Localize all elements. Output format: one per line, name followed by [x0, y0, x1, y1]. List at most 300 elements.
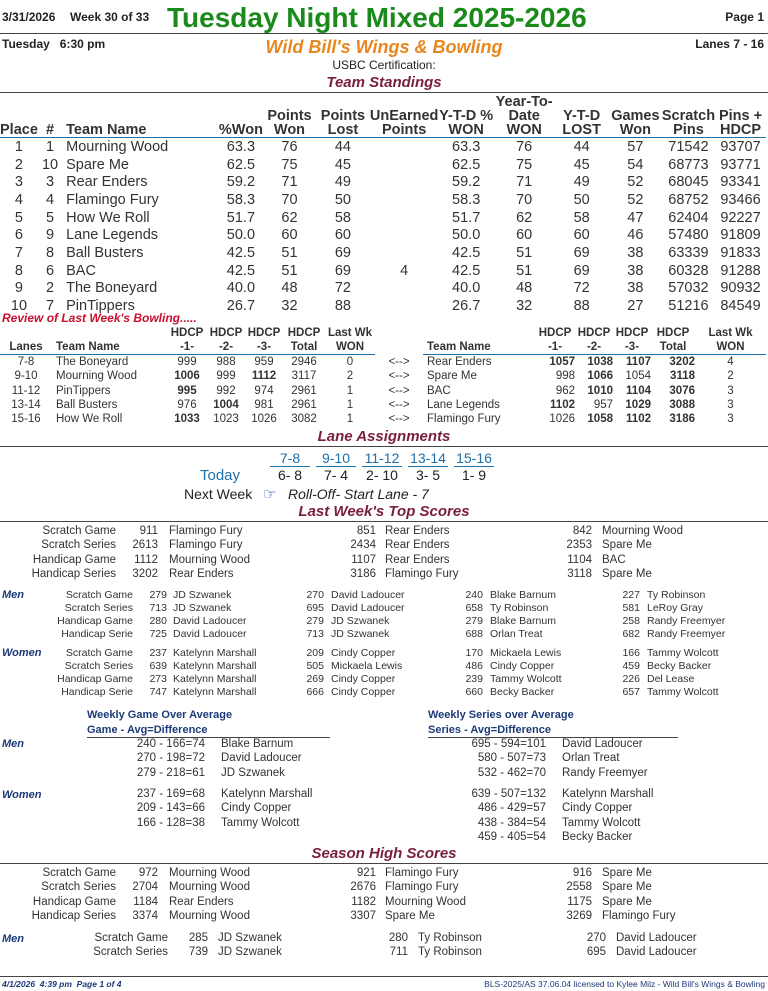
standings-cell: 42.5 — [452, 244, 481, 261]
score-category: Scratch Game — [65, 647, 133, 659]
review-cell: 3082 — [291, 413, 317, 426]
standings-cell: 76 — [516, 138, 533, 155]
standings-cell: 38 — [627, 262, 644, 279]
next-week-label: Next Week — [184, 486, 253, 502]
score-category: Handicap Game — [57, 673, 133, 685]
standings-cell: 10 — [41, 156, 59, 173]
col-ytd-pct-won: Y-T-D % WON — [438, 95, 494, 138]
over-avg-calc: 580 - 507=73 — [477, 752, 546, 765]
standings-cell: 1 — [45, 138, 55, 155]
standings-cell: 60 — [281, 227, 298, 244]
score-value: 682 — [622, 628, 640, 640]
lanes-range: Lanes 7 - 16 — [695, 37, 764, 51]
score-value: 725 — [149, 628, 167, 640]
review-cell: 0 — [346, 356, 354, 369]
review-cell: 962 — [555, 384, 575, 397]
score-value: 269 — [306, 673, 324, 685]
score-value: 2676 — [350, 881, 376, 894]
score-value: 3118 — [567, 567, 592, 580]
score-value: 3186 — [350, 567, 376, 580]
standings-cell: 63.3 — [226, 138, 256, 155]
week-label: Week 30 of 33 — [70, 10, 150, 24]
standings-cell: 4 — [45, 191, 55, 208]
team-name: Mourning Wood — [169, 553, 250, 566]
review-cell: 3117 — [291, 370, 317, 383]
standings-cell: 42.5 — [226, 244, 256, 261]
review-cell: 1004 — [213, 399, 239, 412]
bowler-name: Katelynn Marshall — [173, 686, 257, 698]
team-name: Mourning Wood — [169, 909, 250, 922]
bowler-name: Randy Freemyer — [562, 766, 648, 779]
bowler-name: Katelynn Marshall — [221, 788, 313, 800]
score-value: 270 — [306, 589, 324, 601]
col-scratch-pins: Scratch Pins — [662, 95, 715, 138]
score-category: Scratch Series — [41, 881, 116, 894]
standings-cell: 32 — [516, 298, 533, 315]
overavg-women-label: Women — [2, 789, 42, 801]
review-cell: 1023 — [213, 413, 239, 426]
score-value: 711 — [389, 946, 408, 959]
standings-cell: 48 — [516, 280, 533, 297]
standings-cell: 8 — [45, 244, 55, 261]
standings-cell: BAC — [66, 262, 96, 279]
review-cell: 999 — [216, 370, 236, 383]
bowler-name: David Ladoucer — [331, 602, 405, 614]
standings-cell: 52 — [627, 191, 644, 208]
over-avg-calc: 279 - 218=61 — [136, 766, 205, 779]
standings-row — [0, 173, 766, 191]
standings-cell: 58.3 — [452, 191, 481, 208]
col-lastwk-won-left: Last Wk WON — [325, 326, 375, 355]
review-cell: 9-10 — [14, 370, 38, 383]
lane-today-matchup: 3- 5 — [415, 467, 441, 483]
col-ytd-won: Year-To-Date WON — [495, 94, 553, 138]
review-cell: 1057 — [549, 356, 575, 369]
standings-cell: 9 — [45, 227, 55, 244]
score-value: 2704 — [132, 881, 158, 894]
bowler-name: Tammy Wolcott — [221, 816, 300, 829]
standings-cell: 51216 — [668, 298, 709, 315]
score-value: 3202 — [132, 567, 158, 580]
standings-cell: 75 — [281, 156, 298, 173]
standings-cell: 5 — [45, 209, 55, 226]
bowler-name: Blake Barnum — [221, 738, 294, 750]
lane-today-matchup: 6- 8 — [277, 467, 303, 483]
score-category: Handicap Game — [57, 615, 133, 627]
standings-cell: How We Roll — [66, 209, 150, 226]
review-cell: The Boneyard — [56, 356, 129, 369]
review-cell: <--> — [388, 384, 410, 397]
col-hdcp1-left: HDCP -1- — [167, 326, 207, 355]
season-men-label: Men — [2, 933, 24, 945]
bowler-name: Orlan Treat — [562, 752, 620, 765]
score-value: 459 — [622, 660, 640, 672]
team-name: Spare Me — [602, 867, 652, 879]
lane-pair-header: 13-14 — [408, 450, 448, 467]
score-category: Scratch Series — [93, 946, 168, 959]
review-row — [0, 384, 766, 398]
team-name: Mourning Wood — [602, 525, 683, 537]
col-pct-won: %Won — [219, 95, 263, 138]
team-name: Rear Enders — [169, 567, 234, 580]
score-value: 660 — [465, 686, 483, 698]
standings-cell — [370, 226, 439, 244]
lane-pair-header: 11-12 — [362, 450, 402, 467]
standings-cell: 91833 — [720, 244, 761, 261]
review-cell: Rear Enders — [427, 356, 492, 369]
standings-cell: 71 — [516, 174, 533, 191]
review-cell: 7-8 — [17, 356, 35, 369]
top-men-label: Men — [2, 589, 24, 601]
standings-row — [0, 138, 766, 156]
bowler-name: David Ladoucer — [562, 738, 643, 750]
standings-cell: 46 — [627, 227, 644, 244]
score-value: 1107 — [351, 553, 376, 566]
col-games-won: Games Won — [609, 95, 662, 138]
bowler-name: Katelynn Marshall — [173, 660, 257, 672]
page-label: Page 1 — [725, 10, 764, 24]
standings-cell: 60 — [334, 227, 351, 244]
review-cell: 2 — [346, 370, 354, 383]
lanes-divider — [0, 446, 768, 447]
standings-cell — [370, 280, 439, 298]
standings-cell: 84549 — [720, 298, 761, 315]
lane-today-matchup: 2- 10 — [366, 467, 398, 483]
lane-pair-header: 15-16 — [454, 450, 494, 467]
bowler-name: David Ladoucer — [221, 752, 302, 765]
review-cell: 1038 — [587, 356, 613, 369]
footer-divider — [0, 976, 768, 977]
over-avg-calc: 639 - 507=132 — [471, 788, 546, 800]
standings-cell: 44 — [334, 138, 351, 155]
review-cell: 1058 — [587, 413, 613, 426]
review-cell: 11-12 — [11, 384, 41, 397]
score-value: 273 — [149, 673, 167, 685]
score-value: 851 — [356, 525, 376, 537]
standings-cell: 62 — [516, 209, 533, 226]
team-name: Flamingo Fury — [385, 567, 459, 580]
team-name: Mourning Wood — [385, 895, 466, 908]
standings-cell: 68752 — [668, 191, 709, 208]
review-cell: <--> — [388, 370, 410, 383]
standings-cell: Spare Me — [66, 156, 129, 173]
report-date: 3/31/2026 — [2, 10, 56, 24]
score-category: Scratch Series — [64, 660, 133, 672]
review-table — [0, 326, 766, 426]
score-value: 739 — [188, 946, 208, 959]
standings-cell: 7 — [45, 298, 55, 315]
standings-cell: 69 — [334, 262, 351, 279]
review-cell: Spare Me — [427, 370, 477, 383]
standings-cell: 62.5 — [226, 156, 256, 173]
game-over-avg-sub: Game - Avg=Difference — [87, 724, 208, 736]
standings-cell: Mourning Wood — [66, 138, 169, 155]
col-lastwk-won-right: Last Wk WON — [695, 326, 766, 355]
review-cell: 13-14 — [11, 399, 41, 412]
bowler-name: Mickaela Lewis — [490, 647, 562, 659]
review-cell: 1026 — [549, 413, 575, 426]
bowler-name: Cindy Copper — [331, 686, 396, 698]
score-category: Scratch Game — [42, 867, 116, 879]
standings-cell: 54 — [627, 156, 644, 173]
team-name: Flamingo Fury — [169, 539, 243, 552]
review-row — [0, 398, 766, 412]
series-over-avg-sub: Series - Avg=Difference — [428, 724, 551, 736]
review-cell: BAC — [427, 384, 451, 397]
lane-today-matchup: 1- 9 — [461, 467, 487, 483]
over-avg-calc: 695 - 594=101 — [471, 738, 546, 750]
review-cell: 974 — [254, 384, 274, 397]
standings-cell: 71 — [281, 174, 298, 191]
score-value: 3269 — [566, 909, 592, 922]
standings-cell: 49 — [573, 174, 590, 191]
standings-cell: 63339 — [668, 244, 709, 261]
col-team-name-right: Team Name — [423, 326, 535, 355]
score-category: Handicap Game — [32, 895, 116, 908]
standings-cell: 51.7 — [226, 209, 256, 226]
score-value: 166 — [622, 647, 640, 659]
standings-cell: 26.7 — [226, 298, 256, 315]
lane-pair-header: 7-8 — [270, 450, 310, 467]
review-cell: 1 — [346, 384, 354, 397]
pointing-hand-icon: ☞ — [263, 486, 277, 503]
review-row — [0, 412, 766, 426]
standings-cell: 6 — [14, 227, 23, 244]
bowler-name: Blake Barnum — [490, 589, 556, 601]
review-cell: 959 — [254, 356, 274, 369]
standings-cell: 59.2 — [452, 174, 481, 191]
series-over-avg-title: Weekly Series over Average — [428, 709, 574, 721]
score-value: 747 — [149, 686, 167, 698]
bowler-name: JD Szwanek — [331, 615, 390, 627]
standings-cell: Ball Busters — [66, 244, 144, 261]
team-name: Spare Me — [602, 895, 652, 908]
bowler-name: Cindy Copper — [331, 647, 396, 659]
standings-cell: 60 — [516, 227, 533, 244]
team-name: Mourning Wood — [169, 881, 250, 894]
standings-cell: 62404 — [668, 209, 709, 226]
team-name: Flamingo Fury — [385, 881, 459, 894]
standings-cell: 9 — [14, 280, 23, 297]
review-cell: 1066 — [587, 370, 613, 383]
over-avg-calc: 438 - 384=54 — [477, 816, 546, 829]
score-category: Handicap Game — [32, 553, 116, 566]
review-cell: Mourning Wood — [56, 370, 137, 383]
lane-pair-header: 9-10 — [316, 450, 356, 467]
review-cell: 1054 — [625, 370, 651, 383]
score-value: 486 — [465, 660, 483, 672]
review-cell: 3202 — [669, 356, 695, 369]
bowler-name: Becky Backer — [647, 660, 712, 672]
score-category: Scratch Game — [65, 589, 133, 601]
standings-cell: 1 — [14, 138, 23, 155]
top-scores-title: Last Week's Top Scores — [298, 503, 470, 520]
standings-cell: 38 — [627, 244, 644, 261]
standings-cell: 10 — [10, 298, 28, 315]
usbc-certification: USBC Certification: — [332, 58, 436, 72]
standings-cell: 2 — [14, 156, 23, 173]
standings-cell: 91809 — [720, 227, 761, 244]
score-value: 581 — [622, 602, 640, 614]
bowler-name: Cindy Copper — [221, 802, 292, 815]
score-value: 713 — [306, 628, 324, 640]
standings-cell: 75 — [516, 156, 533, 173]
team-name: Rear Enders — [385, 539, 450, 552]
team-name: Rear Enders — [169, 895, 234, 908]
col-lanes: Lanes — [0, 326, 52, 355]
standings-cell: 57480 — [668, 227, 709, 244]
standings-cell: 27 — [627, 298, 644, 315]
standings-cell: 6 — [45, 262, 55, 279]
standings-cell: 58.3 — [226, 191, 256, 208]
standings-cell — [370, 138, 439, 156]
bowler-name: Ty Robinson — [418, 932, 482, 944]
standings-cell: 45 — [334, 156, 351, 173]
review-cell: Lane Legends — [427, 399, 500, 412]
score-value: 209 — [306, 647, 324, 659]
review-cell: 3 — [727, 413, 734, 426]
score-value: 1112 — [134, 553, 158, 566]
bowler-name: Tammy Wolcott — [562, 816, 641, 829]
score-value: 911 — [139, 525, 158, 537]
standings-cell: 70 — [516, 191, 533, 208]
bowler-name: JD Szwanek — [221, 766, 285, 779]
score-category: Handicap Serie — [61, 686, 133, 698]
footer-printed: 4/1/2026 4:39 pm Page 1 of 4 — [2, 979, 122, 989]
review-cell: 2961 — [291, 384, 317, 397]
score-value: 505 — [306, 660, 324, 672]
review-cell: 999 — [177, 356, 197, 369]
standings-cell: 48 — [281, 280, 298, 297]
team-name: Rear Enders — [385, 525, 450, 537]
bowler-name: Tammy Wolcott — [647, 647, 719, 659]
review-cell: 998 — [555, 370, 575, 383]
review-cell: 4 — [727, 356, 734, 369]
standings-cell: 60328 — [668, 262, 709, 279]
review-cell: 981 — [254, 399, 274, 412]
standings-cell: 88 — [573, 298, 590, 315]
score-value: 270 — [586, 932, 606, 944]
standings-cell: The Boneyard — [66, 280, 158, 297]
score-value: 972 — [138, 867, 158, 879]
standings-cell: 42.5 — [452, 262, 481, 279]
bowler-name: JD Szwanek — [218, 932, 282, 944]
next-week-text: Roll-Off- Start Lane - 7 — [288, 486, 429, 502]
standings-cell: 4 — [14, 191, 23, 208]
review-cell: <--> — [388, 399, 410, 412]
standings-row — [0, 226, 766, 244]
review-cell: Flamingo Fury — [427, 413, 501, 426]
standings-cell: 5 — [14, 209, 23, 226]
score-category: Scratch Series — [41, 539, 116, 552]
col-place: Place — [0, 95, 38, 138]
over-avg-calc: 459 - 405=54 — [477, 830, 546, 843]
review-cell: 957 — [593, 399, 613, 412]
overavg-men-label: Men — [2, 738, 24, 750]
score-value: 2613 — [132, 539, 158, 552]
standings-cell: 40.0 — [226, 280, 256, 297]
col-ytd-lost: Y-T-D LOST — [554, 95, 609, 138]
standings-cell: 3 — [14, 174, 23, 191]
standings-cell: 4 — [400, 262, 409, 279]
over-avg-calc: 270 - 198=72 — [136, 752, 205, 765]
standings-cell: 93707 — [720, 138, 761, 155]
review-title: Review of Last Week's Bowling..... — [2, 311, 197, 325]
standings-cell: 90932 — [720, 280, 761, 297]
review-cell: 1033 — [174, 413, 200, 426]
review-cell: 15-16 — [11, 413, 41, 426]
standings-cell: 50.0 — [226, 227, 256, 244]
score-value: 713 — [149, 602, 167, 614]
score-value: 240 — [465, 589, 483, 601]
team-name: BAC — [602, 553, 626, 566]
standings-cell: Rear Enders — [66, 174, 148, 191]
standings-header-row — [0, 95, 766, 138]
standings-cell: 38 — [627, 280, 644, 297]
standings-cell: 71542 — [668, 138, 709, 155]
bowler-name: Cindy Copper — [562, 802, 633, 815]
bowling-center: Wild Bill's Wings & Bowling — [265, 37, 503, 57]
standings-cell: 52 — [627, 174, 644, 191]
top-women-label: Women — [2, 647, 42, 659]
team-name: Spare Me — [602, 567, 652, 580]
col-hdcp3-right: HDCP -3- — [613, 326, 651, 355]
review-cell: 2961 — [291, 399, 317, 412]
bowler-name: JD Szwanek — [331, 628, 390, 640]
review-cell: 3186 — [669, 413, 695, 426]
game-over-avg-title: Weekly Game Over Average — [87, 709, 233, 721]
bowler-name: JD Szwanek — [173, 602, 232, 614]
over-avg-calc: 240 - 166=74 — [136, 738, 205, 750]
score-value: 916 — [572, 867, 592, 879]
standings-row — [0, 262, 766, 280]
score-category: Handicap Series — [31, 909, 116, 922]
review-cell: 1107 — [626, 356, 651, 369]
score-value: 1182 — [351, 895, 376, 908]
review-cell: 976 — [177, 399, 197, 412]
review-cell: <--> — [388, 355, 410, 368]
bowler-name: David Ladoucer — [616, 946, 697, 959]
col-team-name: Team Name — [62, 95, 219, 138]
score-value: 666 — [306, 686, 324, 698]
standings-cell: 76 — [281, 138, 298, 155]
standings-cell: 40.0 — [452, 280, 481, 297]
bowler-name: Cindy Copper — [331, 673, 396, 685]
today-label: Today — [200, 467, 241, 484]
season-high-divider — [0, 863, 768, 864]
standings-cell: 93771 — [720, 156, 761, 173]
bowler-name: Becky Backer — [490, 686, 555, 698]
score-value: 239 — [465, 673, 483, 685]
standings-cell: 51.7 — [452, 209, 481, 226]
day-time: Tuesday 6:30 pm — [2, 37, 106, 51]
standings-cell: Lane Legends — [66, 227, 159, 244]
bowler-name: Cindy Copper — [490, 660, 555, 672]
review-cell: 2 — [727, 370, 734, 383]
standings-cell: 51 — [516, 262, 533, 279]
bowler-name: Katelynn Marshall — [173, 673, 257, 685]
col-hdcp-total-left: HDCP Total — [283, 326, 325, 355]
standings-cell: 70 — [281, 191, 298, 208]
bowler-name: JD Szwanek — [218, 946, 282, 959]
score-value: 227 — [622, 589, 640, 601]
standings-table — [0, 95, 766, 315]
standings-cell: 45 — [573, 156, 590, 173]
standings-cell: Flamingo Fury — [66, 191, 159, 208]
standings-cell: 93341 — [720, 174, 761, 191]
col-pins-hdcp: Pins + HDCP — [715, 95, 766, 138]
score-value: 1175 — [567, 895, 592, 908]
